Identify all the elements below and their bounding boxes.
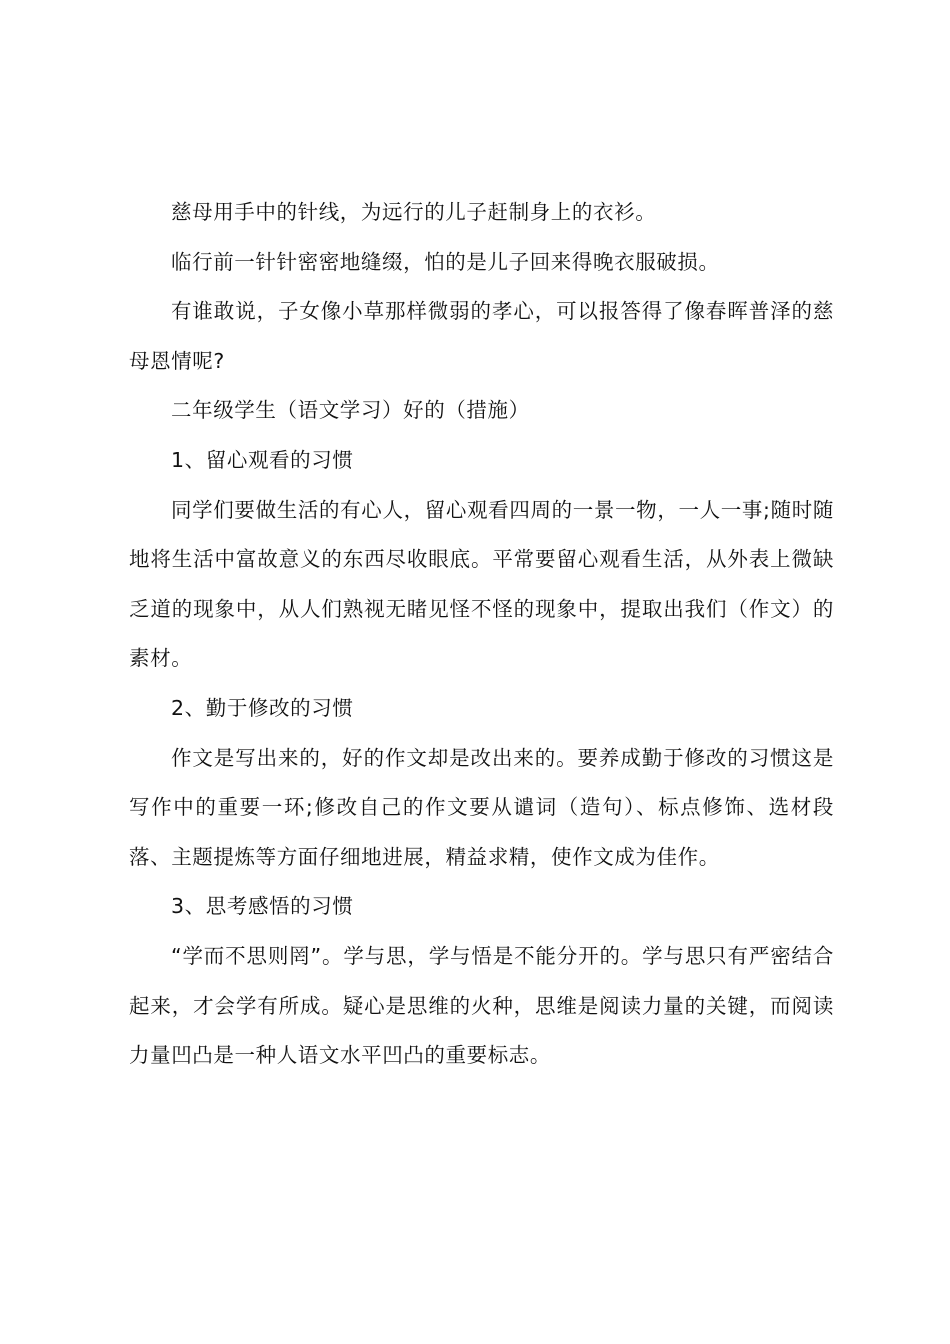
subheading-revision-habit: 2、勤于修改的习惯	[171, 695, 354, 720]
paragraph-observation: 同学们要做生活的有心人，留心观看四周的一景一物，一人一事;随时随地将生活中富故意义的东西尽收眼底。平常要留心观看生活，从外表上微缺乏道的现象中，从人们熟视无睹见怪不怪的现象中，提取出我们（作文）的素材。	[129, 497, 834, 671]
subheading-reflection-habit: 3、思考感悟的习惯	[171, 894, 354, 919]
paragraph-poem-line-1: 慈母用手中的针线，为远行的儿子赶制身上的衣衫。	[171, 200, 657, 224]
section-heading: 二年级学生（语文学习）好的（措施）	[171, 398, 530, 423]
paragraph-revision: 作文是写出来的，好的作文却是改出来的。要养成勤于修改的习惯这是写作中的重要一环;修改自己的作文要从谴词（造句）、标点修饰、选材段落、主题提炼等方面仔细地进展，精益求精，使作文成为佳作。	[129, 745, 834, 869]
paragraph-reflection: “学而不思则罔”。学与思，学与悟是不能分开的。学与思只有严密结合起来，才会学有所成。疑心是思维的火种，思维是阅读力量的关键，而阅读力量凹凸是一种人语文水平凹凸的重要标志。	[129, 943, 834, 1068]
paragraph-poem-line-3: 有谁敢说，子女像小草那样微弱的孝心，可以报答得了像春晖普泽的慈母恩情呢?	[129, 299, 834, 373]
paragraph-poem-line-2: 临行前一针针密密地缝缀，怕的是儿子回来得晚衣服破损。	[171, 249, 720, 274]
subheading-observation-habit: 1、留心观看的习惯	[171, 447, 354, 472]
document-body	[129, 188, 834, 1081]
